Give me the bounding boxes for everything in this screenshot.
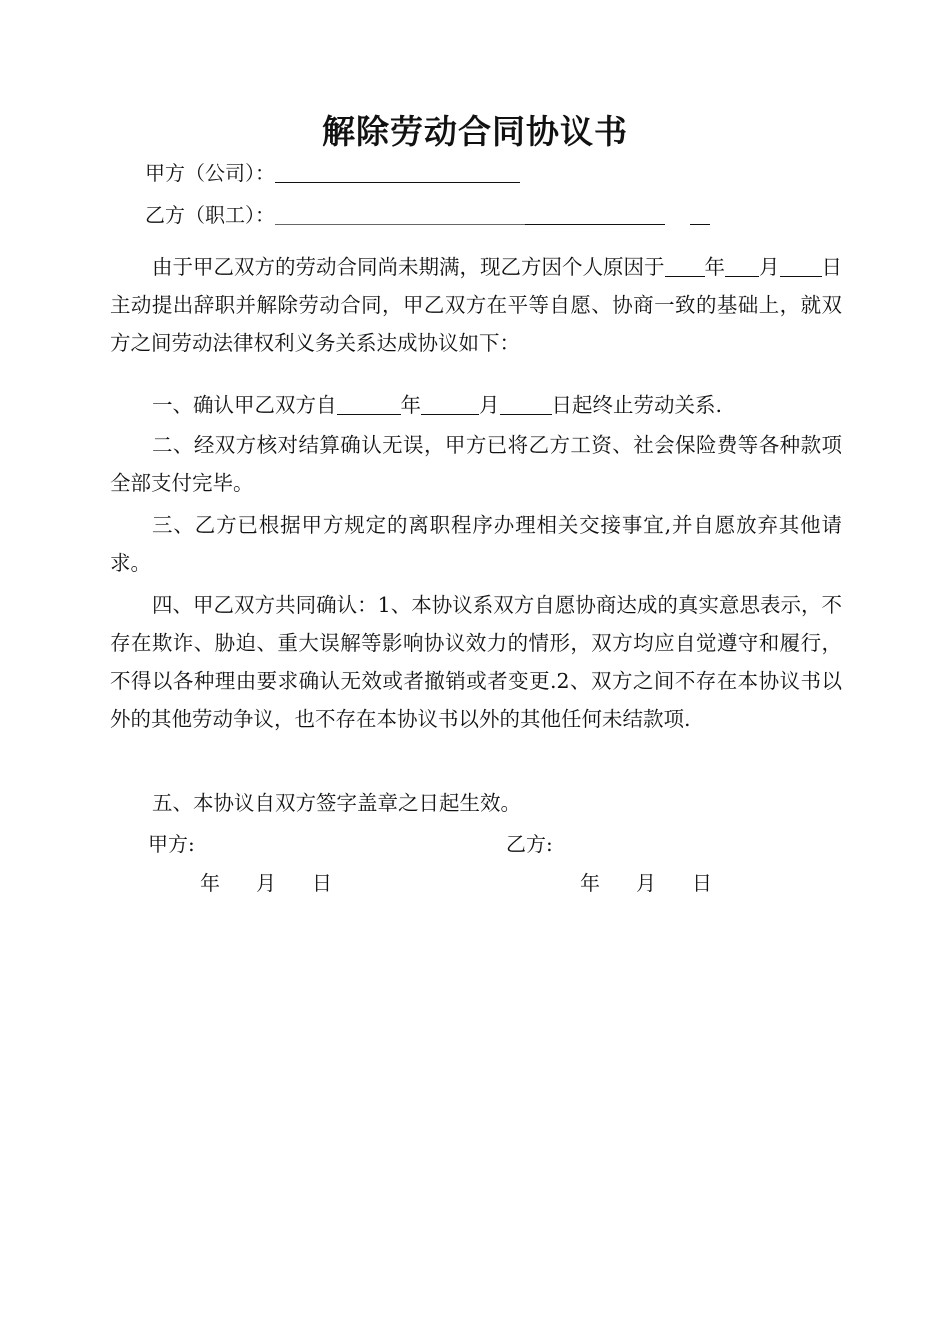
party-a-label: 甲方（公司）： <box>145 161 275 185</box>
intro-paragraph <box>110 248 842 362</box>
clause-5: 五、本协议自双方签字盖章之日起生效。 <box>152 791 521 815</box>
party-b-blank-2 <box>525 210 665 225</box>
intro-year-blank <box>665 262 705 277</box>
document-title: 解除劳动合同协议书 <box>322 112 628 151</box>
signature-party-b: 乙方: <box>506 832 553 856</box>
intro-month-blank <box>725 262 759 277</box>
party-a-line <box>145 163 520 183</box>
signature-party-a: 甲方: <box>148 832 195 856</box>
date-b-month: 月 <box>636 871 656 895</box>
intro-text-1: 由于甲乙双方的劳动合同尚未期满，现乙方因个人原因于 <box>152 255 665 279</box>
clause-1-text-1: 一、确认甲乙双方自 <box>152 393 337 417</box>
intro-month: 月 <box>759 255 780 279</box>
clause-1-text-2: 日起终止劳动关系. <box>551 393 723 417</box>
intro-day-blank <box>780 262 822 277</box>
party-b-blank <box>275 210 525 225</box>
clause-1-day-blank <box>500 400 552 415</box>
intro-text-2: 日主动提出辞职并解除劳动合同，甲乙双方在平等自愿、协商一致的基础上，就双方之间劳动法律权利义务关系达成协议如下： <box>110 255 842 355</box>
clause-3: 三、乙方已根据甲方规定的离职程序办理相关交接事宜,并自愿放弃其他请求。 <box>110 513 842 575</box>
clause-1-month: 月 <box>479 393 500 417</box>
party-a-blank <box>275 168 520 183</box>
clause-1-month-blank <box>421 400 479 415</box>
intro-year: 年 <box>704 255 725 279</box>
clause-1-year: 年 <box>400 393 421 417</box>
party-b-blank-3 <box>690 210 710 225</box>
clause-1 <box>110 386 842 424</box>
date-a-month: 月 <box>256 871 276 895</box>
clause-1-year-blank <box>337 400 401 415</box>
clause-4: 四、甲乙双方共同确认：1、本协议系双方自愿协商达成的真实意思表示，不存在欺诈、胁迫、重大误解等影响协议效力的情形，双方均应自觉遵守和履行，不得以各种理由要求确认无效或者撤销或者变更.2、双方之间不存在本协议书以外的其他劳动争议，也不存在本协议书以外的其他任何未结款项. <box>110 593 842 731</box>
date-a-year: 年 <box>200 871 220 895</box>
clause-2: 二、经双方核对结算确认无误，甲方已将乙方工资、社会保险费等各种款项全部支付完毕。 <box>110 433 842 495</box>
date-b-day: 日 <box>692 871 712 895</box>
signature-date-b <box>580 873 712 893</box>
party-b-line <box>145 205 710 225</box>
signature-date-a <box>200 873 332 893</box>
party-b-label: 乙方（职工）： <box>145 203 275 227</box>
date-a-day: 日 <box>312 871 332 895</box>
date-b-year: 年 <box>580 871 600 895</box>
